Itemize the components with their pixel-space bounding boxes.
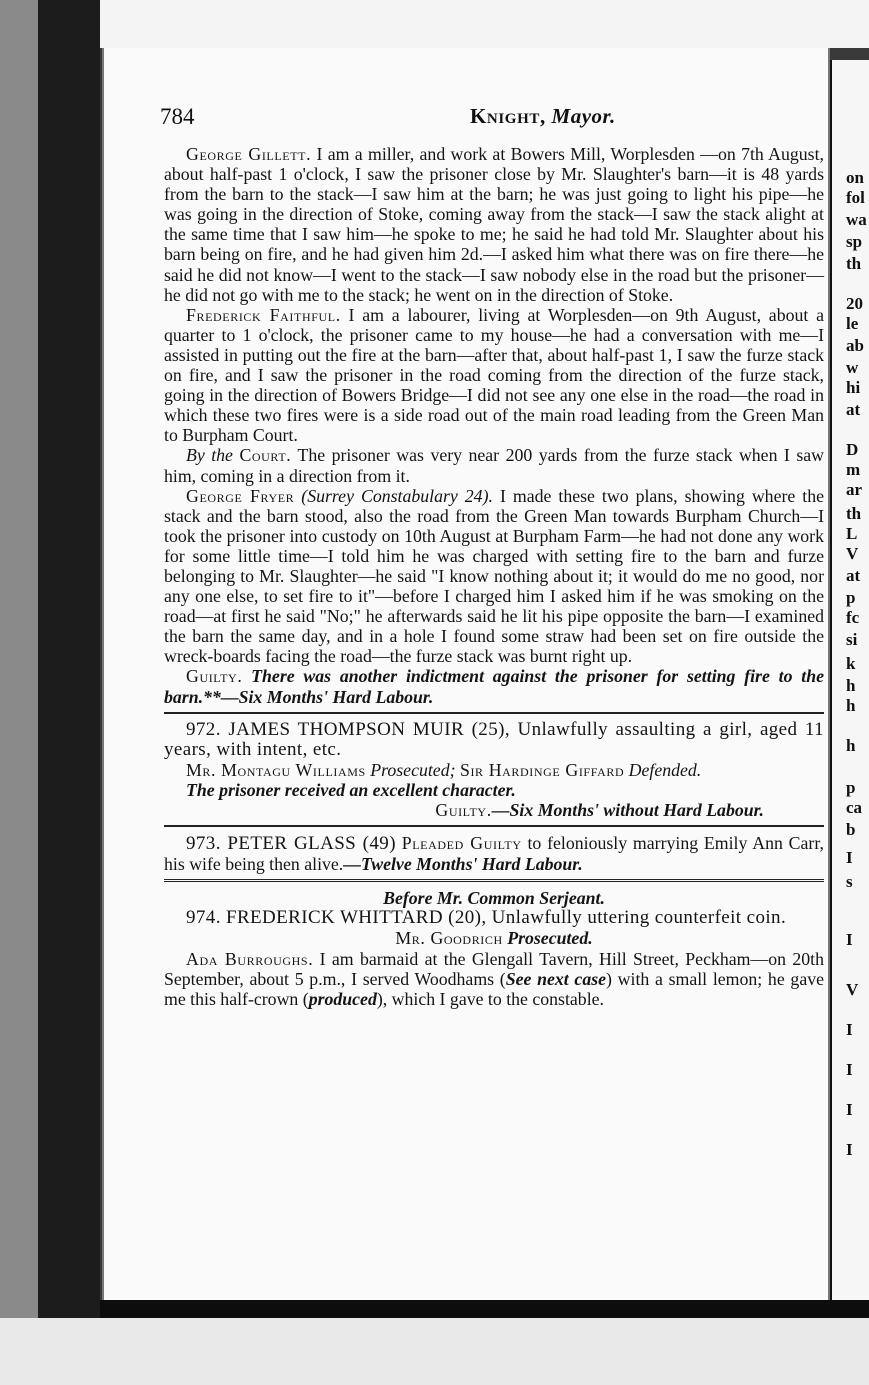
document-page bbox=[102, 48, 830, 1300]
facing-page-fragment-text: s bbox=[846, 872, 853, 891]
facing-page-fragment-text: wa bbox=[846, 210, 867, 229]
testimony-faithful bbox=[164, 305, 824, 446]
page-header bbox=[160, 104, 800, 134]
sentence-text: —Six Months' without Hard Labour. bbox=[491, 800, 764, 820]
facing-page-fragment-text: si bbox=[846, 630, 858, 649]
verdict-label: Guilty. bbox=[186, 666, 243, 687]
testimony-burroughs bbox=[164, 949, 824, 1009]
testimony-text: The prisoner was very near 200 yards from the furze stack when I saw him, coming in a direction from it. bbox=[164, 445, 824, 486]
testimony-text: ) with a small lemon; he gave me this half-crown ( bbox=[164, 968, 824, 1009]
case-973-text: to feloniously marrying Emily Ann Carr, his wife being then alive. bbox=[164, 833, 825, 875]
scan-top-margin bbox=[0, 0, 869, 48]
scan-bottom-margin bbox=[0, 1318, 869, 1385]
facing-page-fragment-text: h bbox=[846, 696, 856, 715]
testimony-text: I am a miller, and work at Bowers Mill, Worplesden —on 7th August, about half-past 1 o'clock, I saw the prisoner close by Mr. Slaughter's barn—it is 48 yards from the barn to the stack—I saw him at the barn; he was just going to light his pipe—he was going in the direction of Stoke, coming away from the stack—I saw the stack alight at the same time that I saw him—he spoke to me; he said he had told Mr. Slaughter about his barn being on fire, and he had given him 2d.—I asked him what there was on fire there—he said he did not know—I went to the stack—I saw nobody else in the road but the prisoner—he did not go with me to the stack; he went on in the direction of Stoke. bbox=[164, 144, 824, 305]
testimony-gillett bbox=[164, 144, 824, 305]
testimony-text: ), which I gave to the constable. bbox=[376, 988, 604, 1009]
witness-name: Ada Burroughs. bbox=[186, 948, 314, 969]
facing-page-fragment-text: at bbox=[846, 566, 861, 585]
section-divider bbox=[164, 879, 824, 882]
court-prefix: By the bbox=[186, 445, 233, 466]
facing-page-fragment-text: I bbox=[846, 930, 853, 949]
before-line: Before Mr. Common Serjeant. bbox=[383, 888, 605, 909]
facing-page-fragment-text: fc bbox=[846, 608, 860, 627]
case-972-heading: 972. JAMES THOMPSON MUIR (25), Unlawfully assaulting a girl, aged 11 years, with intent, etc. bbox=[164, 718, 824, 760]
running-head-title: Mayor. bbox=[551, 104, 616, 128]
testimony-text: I am a labourer, living at Worplesden—on 9th August, about a quarter to 1 o'clock, the prisoner came to my house—he had a conversation with me—I assisted in putting out the fire at the barn—after that, about half-past 1, I saw the furze stack on fire, and I saw the prisoner in the road coming from the direction of the furze stack, going in the direction of Bowers Bridge—I did not see any one else in the road—the road in which these two fires were is a side road out of the main road leading from the Green Man to Burpham Court. bbox=[164, 304, 824, 446]
testimony-text: I made these two plans, showing where the stack and the barn stood, also the road from the Green Man towards Burpham Church—I took the prisoner into custody on 10th August at Burpham Farm—he had not done any work for some little time—I told him he was charged with setting fire to the barn and furze belonging to Mr. Slaughter—he said "I know nothing about it; it would do me no good, nor any one else, to set fire to it"—before I charged him I asked him if he was smoking on the road—at first he said "No;" he afterwards said he lit his pipe opposite the barn—I examined the barn the same day, and in a hole I found some straw had been set on fire outside the wreck-boards facing the road—the furze stack was burnt right up. bbox=[164, 485, 825, 667]
verdict-text: There was another indictment against the prisoner for setting fire to the barn.**—Six Months' Hard Labour. bbox=[164, 666, 824, 707]
cross-reference: See next case bbox=[505, 968, 607, 989]
section-divider bbox=[164, 825, 824, 827]
case-973-heading: 973. PETER GLASS (49) bbox=[186, 833, 396, 855]
facing-page-fragment-text: sp bbox=[846, 232, 863, 251]
facing-page-fragment bbox=[826, 60, 869, 1300]
scan-left-edge bbox=[0, 0, 38, 1385]
witness-name: Frederick Faithful. bbox=[186, 304, 341, 325]
facing-page-fragment-text: le bbox=[846, 314, 859, 333]
facing-page-fragment-text: V bbox=[846, 544, 859, 563]
facing-page-fragment-text: m bbox=[846, 460, 861, 479]
verdict-paragraph bbox=[164, 666, 824, 706]
prosecution-counsel: Mr. Montagu Williams bbox=[186, 759, 366, 780]
facing-page-fragment-text: hi bbox=[846, 378, 861, 397]
witness-name: George Gillett. bbox=[186, 144, 312, 164]
case-974-counsel bbox=[164, 928, 824, 948]
facing-page-fragment-text: L bbox=[846, 524, 858, 543]
facing-page-fragment-text: ca bbox=[846, 798, 863, 817]
facing-page-fragment-text: at bbox=[846, 400, 861, 419]
prosecution-counsel: Mr. Goodrich bbox=[395, 928, 503, 949]
testimony-fryer bbox=[164, 486, 824, 667]
testimony-text: I am barmaid at the Glengall Tavern, Hill Street, Peckham—on 20th September, about 5 p.m., I served Woodhams ( bbox=[164, 948, 824, 989]
section-divider bbox=[164, 712, 824, 714]
facing-page-fragment-text: k bbox=[846, 654, 856, 673]
facing-page-fragment-text: I bbox=[846, 1060, 853, 1079]
facing-page-fragment-text: th bbox=[846, 254, 862, 273]
case-974-heading: 974. FREDERICK WHITTARD (20), Unlawfully uttering counterfeit coin. bbox=[186, 907, 787, 929]
court-label: Court. bbox=[239, 445, 292, 466]
case-972-counsel bbox=[164, 760, 824, 780]
page-number: 784 bbox=[160, 104, 195, 129]
facing-page-fragment-text: D bbox=[846, 440, 859, 459]
exhibit-note: produced bbox=[308, 988, 377, 1009]
facing-page-fragment-text: on bbox=[846, 168, 864, 187]
facing-page-fragment-text: I bbox=[846, 1140, 853, 1159]
facing-page-fragment-text: V bbox=[846, 980, 859, 999]
facing-page-fragment-text: 20 bbox=[846, 294, 863, 313]
facing-page-fragment-text: th bbox=[846, 504, 862, 523]
facing-page-fragment-text: ar bbox=[846, 480, 863, 499]
witness-affiliation: (Surrey Constabulary 24). bbox=[301, 485, 493, 506]
facing-page-fragment-text: I bbox=[846, 1100, 853, 1119]
page-body bbox=[164, 144, 824, 1009]
case-972-verdict bbox=[164, 800, 824, 820]
defence-counsel: Sir Hardinge Giffard bbox=[459, 759, 625, 780]
facing-page-fragment-text: h bbox=[846, 736, 856, 755]
court-question bbox=[164, 445, 824, 485]
plea-label: Pleaded Guilty bbox=[401, 833, 522, 854]
facing-page-fragment-text: p bbox=[846, 588, 856, 607]
facing-page-fragment-text: fol bbox=[846, 188, 865, 207]
facing-page-fragment-text: I bbox=[846, 1020, 853, 1039]
prosecuted-label: Prosecuted; bbox=[370, 759, 456, 780]
facing-page-fragment-text: b bbox=[846, 820, 856, 839]
case-972-character: The prisoner received an excellent character. bbox=[186, 779, 516, 800]
facing-page-fragment-text: ab bbox=[846, 336, 864, 355]
facing-page-fragment-text: w bbox=[846, 358, 859, 377]
sentence-text: —Twelve Months' Hard Labour. bbox=[343, 854, 583, 875]
defended-label: Defended. bbox=[628, 759, 702, 780]
running-head bbox=[470, 104, 616, 129]
facing-page-fragment-text: h bbox=[846, 676, 856, 695]
facing-page-fragment-text: p bbox=[846, 778, 856, 797]
prosecuted-label: Prosecuted. bbox=[507, 928, 593, 949]
witness-name: George Fryer bbox=[186, 485, 295, 506]
verdict-label: Guilty. bbox=[435, 800, 492, 820]
running-head-name: Knight, bbox=[470, 104, 546, 128]
case-973 bbox=[164, 833, 824, 874]
facing-page-fragment-text: I bbox=[846, 848, 853, 867]
